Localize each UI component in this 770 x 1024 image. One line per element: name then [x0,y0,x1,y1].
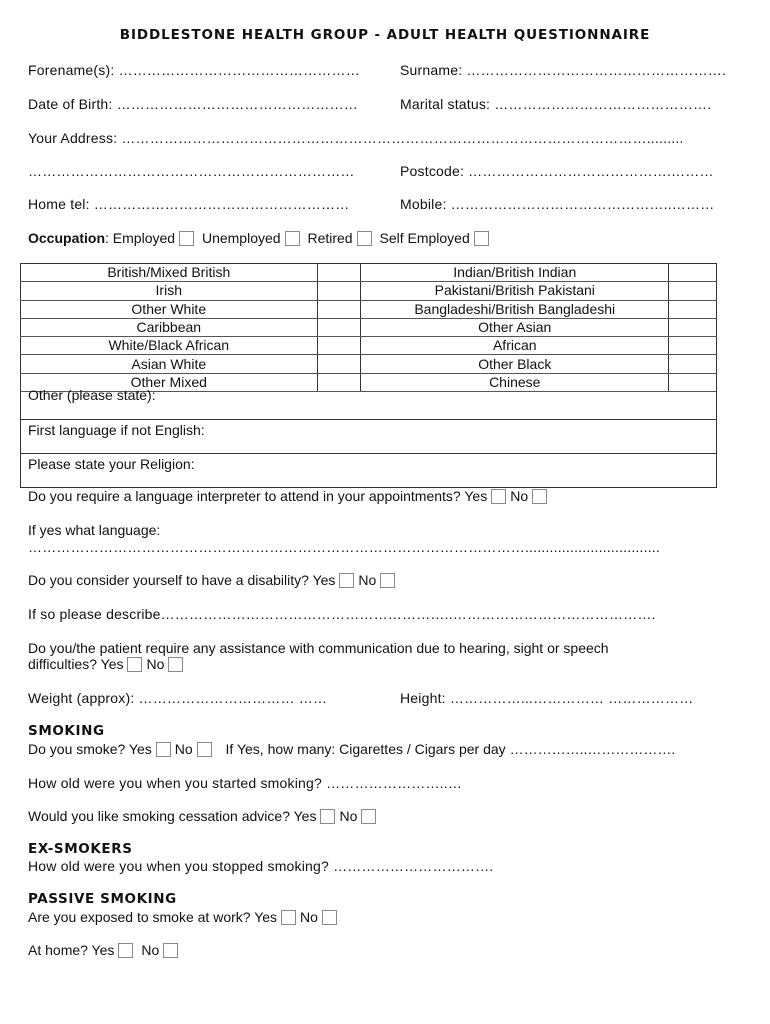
ethnicity-row [21,318,717,336]
interpreter-no-checkbox[interactable] [532,489,547,504]
employed-checkbox[interactable] [179,231,194,246]
ethnicity-tick-cell[interactable] [669,282,717,300]
forename-field[interactable]: Forename(s): …………………………………………… [28,62,360,78]
communication-text-1: Do you/the patient require any assistance with communication due to hearing, sight or speech [28,640,609,656]
ethnicity-option-label: Other Black [361,355,669,373]
disability-no-checkbox[interactable] [380,573,395,588]
occupation-row [28,230,493,246]
ex-smokers-heading: EX-SMOKERS [28,841,133,857]
ethnicity-option-label: Other White [21,300,318,318]
work-smoke-no-label: No [300,909,318,925]
ethnicity-option-label: Irish [21,282,318,300]
ethnicity-tick-cell[interactable] [317,337,361,355]
home-smoke-text: At home? Yes [28,942,115,958]
occupation-colon: : [105,230,109,246]
postcode-field[interactable]: Postcode: …………………………………….……… [400,163,714,179]
smoking-heading: SMOKING [28,723,105,739]
ethnicity-row [21,337,717,355]
cessation-question [28,808,380,824]
retired-checkbox[interactable] [357,231,372,246]
smoke-no-checkbox[interactable] [197,742,212,757]
height-field[interactable]: Height: ……………...…………… ……………… [400,690,694,706]
ethnicity-option-label: Other Mixed [21,373,318,391]
smoke-no-label: No [174,741,193,757]
cessation-yes-checkbox[interactable] [320,809,335,824]
communication-text-2: difficulties? Yes [28,656,124,672]
home-smoke-question [28,942,182,958]
ethnicity-option-label: Caribbean [21,318,318,336]
address-line-2-field[interactable]: …………………………………………………………… [28,163,355,179]
address-field[interactable]: Your Address: …………………………………………………………………………………………………......... [28,130,684,146]
started-smoking-field[interactable]: How old were you when you started smoking? ……………………..… [28,775,463,791]
ethnicity-tick-cell[interactable] [669,337,717,355]
ethnicity-option-label: British/Mixed British [21,264,318,282]
disability-no-label: No [358,572,377,588]
ethnicity-option-label: Other Asian [361,318,669,336]
ethnicity-tick-cell[interactable] [317,264,361,282]
disability-question [28,572,399,588]
ethnicity-tick-cell[interactable] [669,300,717,318]
ethnicity-option-label: Chinese [361,373,669,391]
ethnicity-option-label: Asian White [21,355,318,373]
communication-no-checkbox[interactable] [168,657,183,672]
work-smoke-no-checkbox[interactable] [322,910,337,925]
smoke-question [28,741,675,757]
work-smoke-question [28,909,341,925]
first-language-row[interactable] [20,420,717,454]
self-employed-label: Self Employed [379,230,470,246]
ethnicity-row [21,355,717,373]
religion-row[interactable] [20,454,717,488]
interpreter-yes-checkbox[interactable] [491,489,506,504]
first-language-label: First language if not English: [28,422,205,438]
stopped-smoking-field[interactable]: How old were you when you stopped smoking? ……………………………. [28,858,494,874]
interpreter-question [28,488,551,504]
communication-no-label: No [146,656,165,672]
religion-label: Please state your Religion: [28,456,195,472]
disability-describe-field[interactable]: If so please describe……………………………………………………..……………………………………. [28,606,656,622]
home-smoke-yes-checkbox[interactable] [118,943,133,958]
home-smoke-no-checkbox[interactable] [163,943,178,958]
ethnicity-row [21,282,717,300]
work-smoke-yes-checkbox[interactable] [281,910,296,925]
form-title: BIDDLESTONE HEALTH GROUP - ADULT HEALTH QUESTIONNAIRE [119,27,651,43]
ethnicity-tick-cell[interactable] [317,282,361,300]
if-yes-language-label: If yes what language: [28,522,161,538]
other-ethnicity-label: Other (please state): [28,387,156,403]
ethnicity-tick-cell[interactable] [317,300,361,318]
interpreter-no-label: No [510,488,529,504]
retired-label: Retired [307,230,353,246]
ethnicity-tick-cell[interactable] [669,318,717,336]
mobile-field[interactable]: Mobile: ………………………………………..……… [400,196,715,212]
ethnicity-tick-cell[interactable] [317,318,361,336]
ethnicity-tick-cell[interactable] [669,264,717,282]
ethnicity-table [20,263,717,392]
unemployed-checkbox[interactable] [285,231,300,246]
weight-field[interactable]: Weight (approx): …………………………… …… [28,690,328,706]
disability-yes-checkbox[interactable] [339,573,354,588]
how-many-field[interactable]: If Yes, how many: Cigarettes / Cigars per day ……………..………………. [225,741,676,757]
work-smoke-text: Are you exposed to smoke at work? Yes [28,909,278,925]
dob-field[interactable]: Date of Birth: …………………………………………… [28,96,358,112]
smoke-text: Do you smoke? Yes [28,741,152,757]
language-field[interactable]: ……………………………………………………………………………………………................................. [28,539,660,555]
interpreter-text: Do you require a language interpreter to attend in your appointments? Yes [28,488,488,504]
ethnicity-tick-cell[interactable] [669,355,717,373]
ethnicity-row [21,264,717,282]
disability-text: Do you consider yourself to have a disability? Yes [28,572,336,588]
cessation-no-label: No [339,808,358,824]
ethnicity-option-label: Indian/British Indian [361,264,669,282]
communication-question [28,656,187,672]
home-smoke-no-label: No [141,942,160,958]
smoke-yes-checkbox[interactable] [156,742,171,757]
passive-smoking-heading: PASSIVE SMOKING [28,891,177,907]
communication-yes-checkbox[interactable] [127,657,142,672]
other-ethnicity-row[interactable] [20,385,717,420]
surname-field[interactable]: Surname: ………………………………………………. [400,62,727,78]
ethnicity-option-label: Bangladeshi/British Bangladeshi [361,300,669,318]
unemployed-label: Unemployed [201,230,281,246]
occupation-label: Occupation [28,230,106,246]
cessation-text: Would you like smoking cessation advice? Yes [28,808,317,824]
ethnicity-option-label: African [361,337,669,355]
self-employed-checkbox[interactable] [474,231,489,246]
ethnicity-option-label: Pakistani/British Pakistani [361,282,669,300]
cessation-no-checkbox[interactable] [361,809,376,824]
ethnicity-row [21,300,717,318]
home-tel-field[interactable]: Home tel: ……………………………………………… [28,196,350,212]
employed-label: Employed [112,230,176,246]
ethnicity-tick-cell[interactable] [317,355,361,373]
ethnicity-option-label: White/Black African [21,337,318,355]
marital-status-field[interactable]: Marital status: ………………………………………. [400,96,712,112]
